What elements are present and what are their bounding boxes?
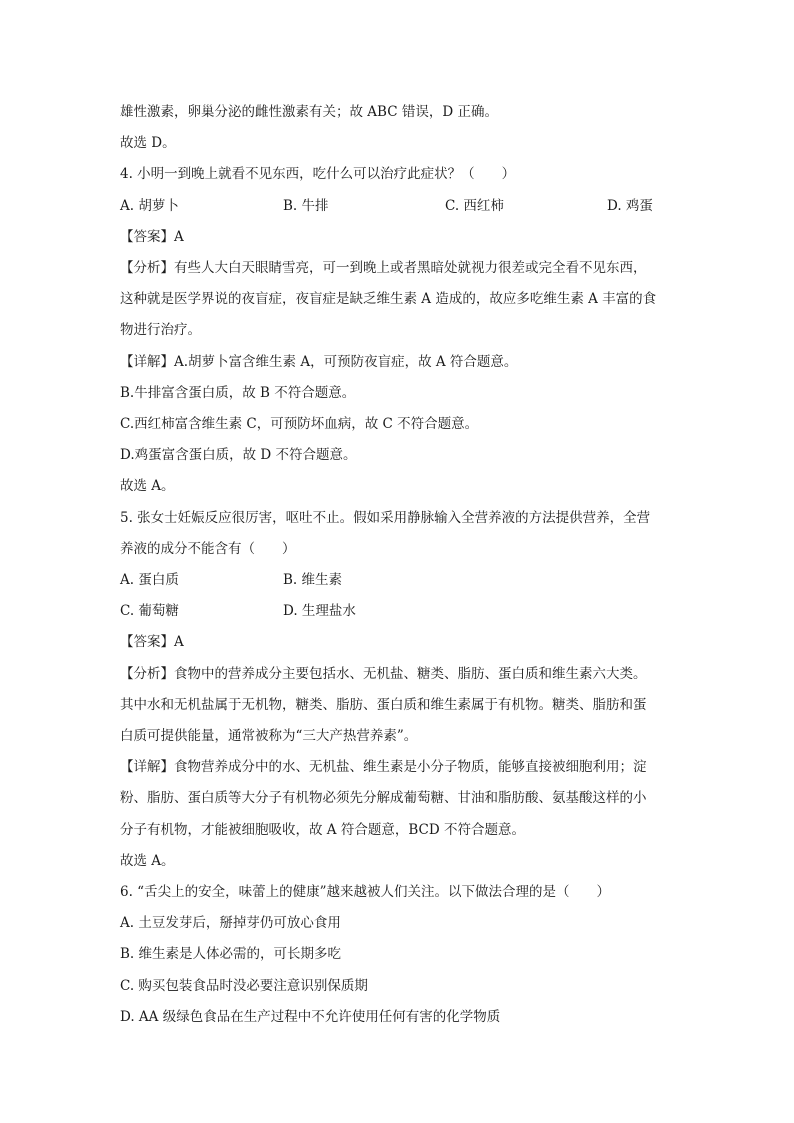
analysis-line: 这种就是医学界说的夜盲症，夜盲症是缺乏维生素 A 造成的，故应多吃维生素 A 丰富的食 (120, 291, 657, 307)
q5-option-b: B. 维生素 (283, 572, 343, 588)
detail-line: 分子有机物，才能被细胞吸收，故 A 符合题意，BCD 不符合题意。 (120, 822, 525, 838)
question-5-cont: 养液的成分不能含有（ ） (120, 541, 296, 557)
q4-option-b: B. 牛排 (283, 198, 329, 214)
question-5: 5. 张女士妊娠反应很厉害，呕吐不止。假如采用静脉输入全营养液的方法提供营养，全营 (120, 510, 651, 526)
q6-option-c: C. 购买包装食品时没必要注意识别保质期 (120, 978, 368, 994)
conclusion-line: 故选 A。 (120, 478, 175, 494)
detail-line: 【详解】A.胡萝卜富含维生素 A，可预防夜盲症，故 A 符合题意。 (120, 354, 518, 370)
detail-line: 粉、脂肪、蛋白质等大分子有机物必须先分解成葡萄糖、甘油和脂肪酸、氨基酸这样的小 (120, 790, 647, 806)
q5-option-a: A. 蛋白质 (120, 572, 179, 588)
q6-option-d: D. AA 级绿色食品在生产过程中不允许使用任何有害的化学物质 (120, 1009, 501, 1025)
detail-line: 【详解】食物营养成分中的水、无机盐、维生素是小分子物质，能够直接被细胞利用；淀 (120, 759, 647, 775)
q6-option-a: A. 土豆发芽后，掰掉芽仍可放心食用 (120, 915, 341, 931)
analysis-line: 其中水和无机盐属于无机物，糖类、脂肪、蛋白质和维生素属于有机物。糖类、脂肪和蛋 (120, 697, 647, 713)
q4-option-d: D. 鸡蛋 (607, 198, 653, 214)
conclusion-line: 故选 A。 (120, 853, 175, 869)
text-line: 故选 D。 (120, 135, 176, 151)
analysis-line: 【分析】食物中的营养成分主要包括水、无机盐、糖类、脂肪、蛋白质和维生素六大类。 (120, 666, 647, 682)
detail-line: D.鸡蛋富含蛋白质，故 D 不符合题意。 (120, 447, 357, 463)
question-6: 6. “舌尖上的安全，味蕾上的健康”越来越被人们关注。以下做法合理的是（ ） (120, 884, 610, 900)
answer-line: 【答案】A (120, 634, 184, 650)
question-4: 4. 小明一到晚上就看不见东西，吃什么可以治疗此症状？（ ） (120, 166, 516, 182)
q4-option-c: C. 西红柿 (445, 198, 504, 214)
q5-option-c: C. 葡萄糖 (120, 603, 179, 619)
analysis-line: 白质可提供能量，通常被称为“三大产热营养素”。 (120, 728, 418, 744)
detail-line: B.牛排富含蛋白质，故 B 不符合题意。 (120, 385, 356, 401)
q6-option-b: B. 维生素是人体必需的，可长期多吃 (120, 946, 342, 962)
analysis-line: 物进行治疗。 (120, 322, 201, 338)
detail-line: C.西红柿富含维生素 C，可预防坏血病，故 C 不符合题意。 (120, 416, 479, 432)
answer-line: 【答案】A (120, 229, 184, 245)
text-line: 雄性激素，卵巢分泌的雌性激素有关；故 ABC 错误，D 正确。 (120, 104, 498, 120)
q4-option-a: A. 胡萝卜 (120, 198, 179, 214)
q5-option-d: D. 生理盐水 (283, 603, 356, 619)
analysis-line: 【分析】有些人大白天眼睛雪亮，可一到晚上或者黑暗处就视力很差或完全看不见东西， (120, 260, 647, 276)
